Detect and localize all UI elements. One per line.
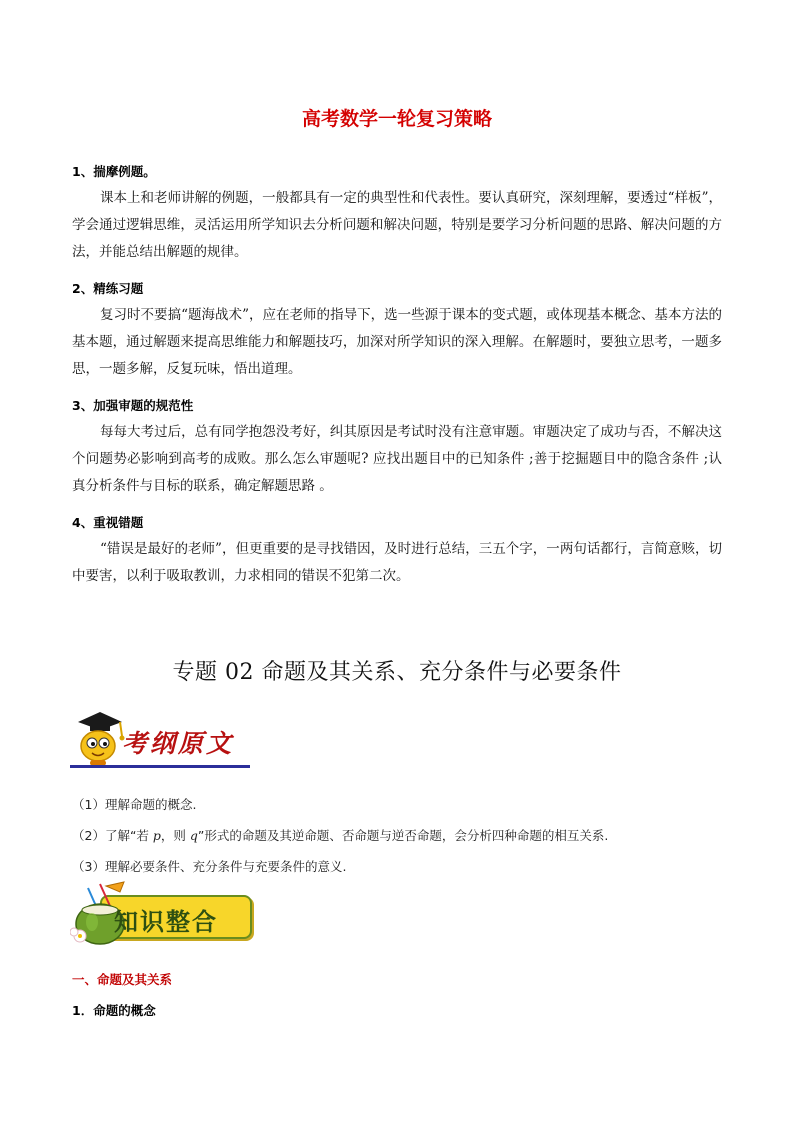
section-heading-4: 4、重视错题 [72,515,144,530]
subsection-heading-black: 1．命题的概念 [72,1003,156,1018]
section-body-1: 课本上和老师讲解的例题，一般都具有一定的典型性和代表性。要认真研究，深刻理解，要透过“样板”，学会通过逻辑思维，灵活运用所学知识去分析问题和解决问题，特别是要学习分析问题的思路、解决问题的方法，并能总结出解题的规律。 [72,190,722,260]
outline-item-2 [72,826,608,844]
section-heading-1: 1、揣摩例题。 [72,164,156,179]
graduate-mascot-icon [70,708,130,768]
topic-title: 专题 02 命题及其关系、充分条件与必要条件 [172,660,622,685]
section-body-2: 复习时不要搞“题海战术”，应在老师的指导下，选一些源于课本的变式题，或体现基本概念、基本方法的基本题，通过解题来提高思维能力和解题技巧，加深对所学知识的深入理解。在解题时，要独立思考，一题多思，一题多解，反复玩味，悟出道理。 [72,307,722,377]
banner-outline-label: 考纲原文 [122,729,235,758]
subsection-heading-red: 一、命题及其关系 [72,972,173,987]
outline-item-1: （1）理解命题的概念. [72,797,197,812]
section-heading-2: 2、精练习题 [72,281,144,296]
banner-outline [70,710,255,772]
banner-knowledge-label: 知识整合 [114,908,218,936]
outline-item-2-prefix: （2）了解“若 [72,828,153,843]
section-heading-3: 3、加强审题的规范性 [72,398,194,413]
outline-item-2-suffix: ”形式的命题及其逆命题、否命题与逆否命题，会分析四种命题的相互关系. [197,828,609,843]
section-body-3: 每每大考过后，总有同学抱怨没考好，纠其原因是考试时没有注意审题。审题决定了成功与否，不解决这个问题势必影响到高考的成败。那么怎么审题呢? 应找出题目中的已知条件 ;善于挖掘题目中的隐含条件 ;认真分析条件与目标的联系，确定解题思路 。 [72,424,722,494]
outline-item-2-mid: ，则 [160,828,190,843]
main-title: 高考数学一轮复习策略 [301,108,492,130]
outline-item-2-q: q [189,828,198,843]
banner-knowledge [70,880,255,950]
banner-underline [70,765,250,768]
outline-item-2-p: p [152,828,161,843]
outline-item-3: （3）理解必要条件、充分条件与充要条件的意义. [72,859,347,874]
section-body-4: “错误是最好的老师”，但更重要的是寻找错因，及时进行总结，三五个字，一两句话都行，言简意赅，切中要害，以利于吸取教训，力求相同的错误不犯第二次。 [72,541,722,584]
